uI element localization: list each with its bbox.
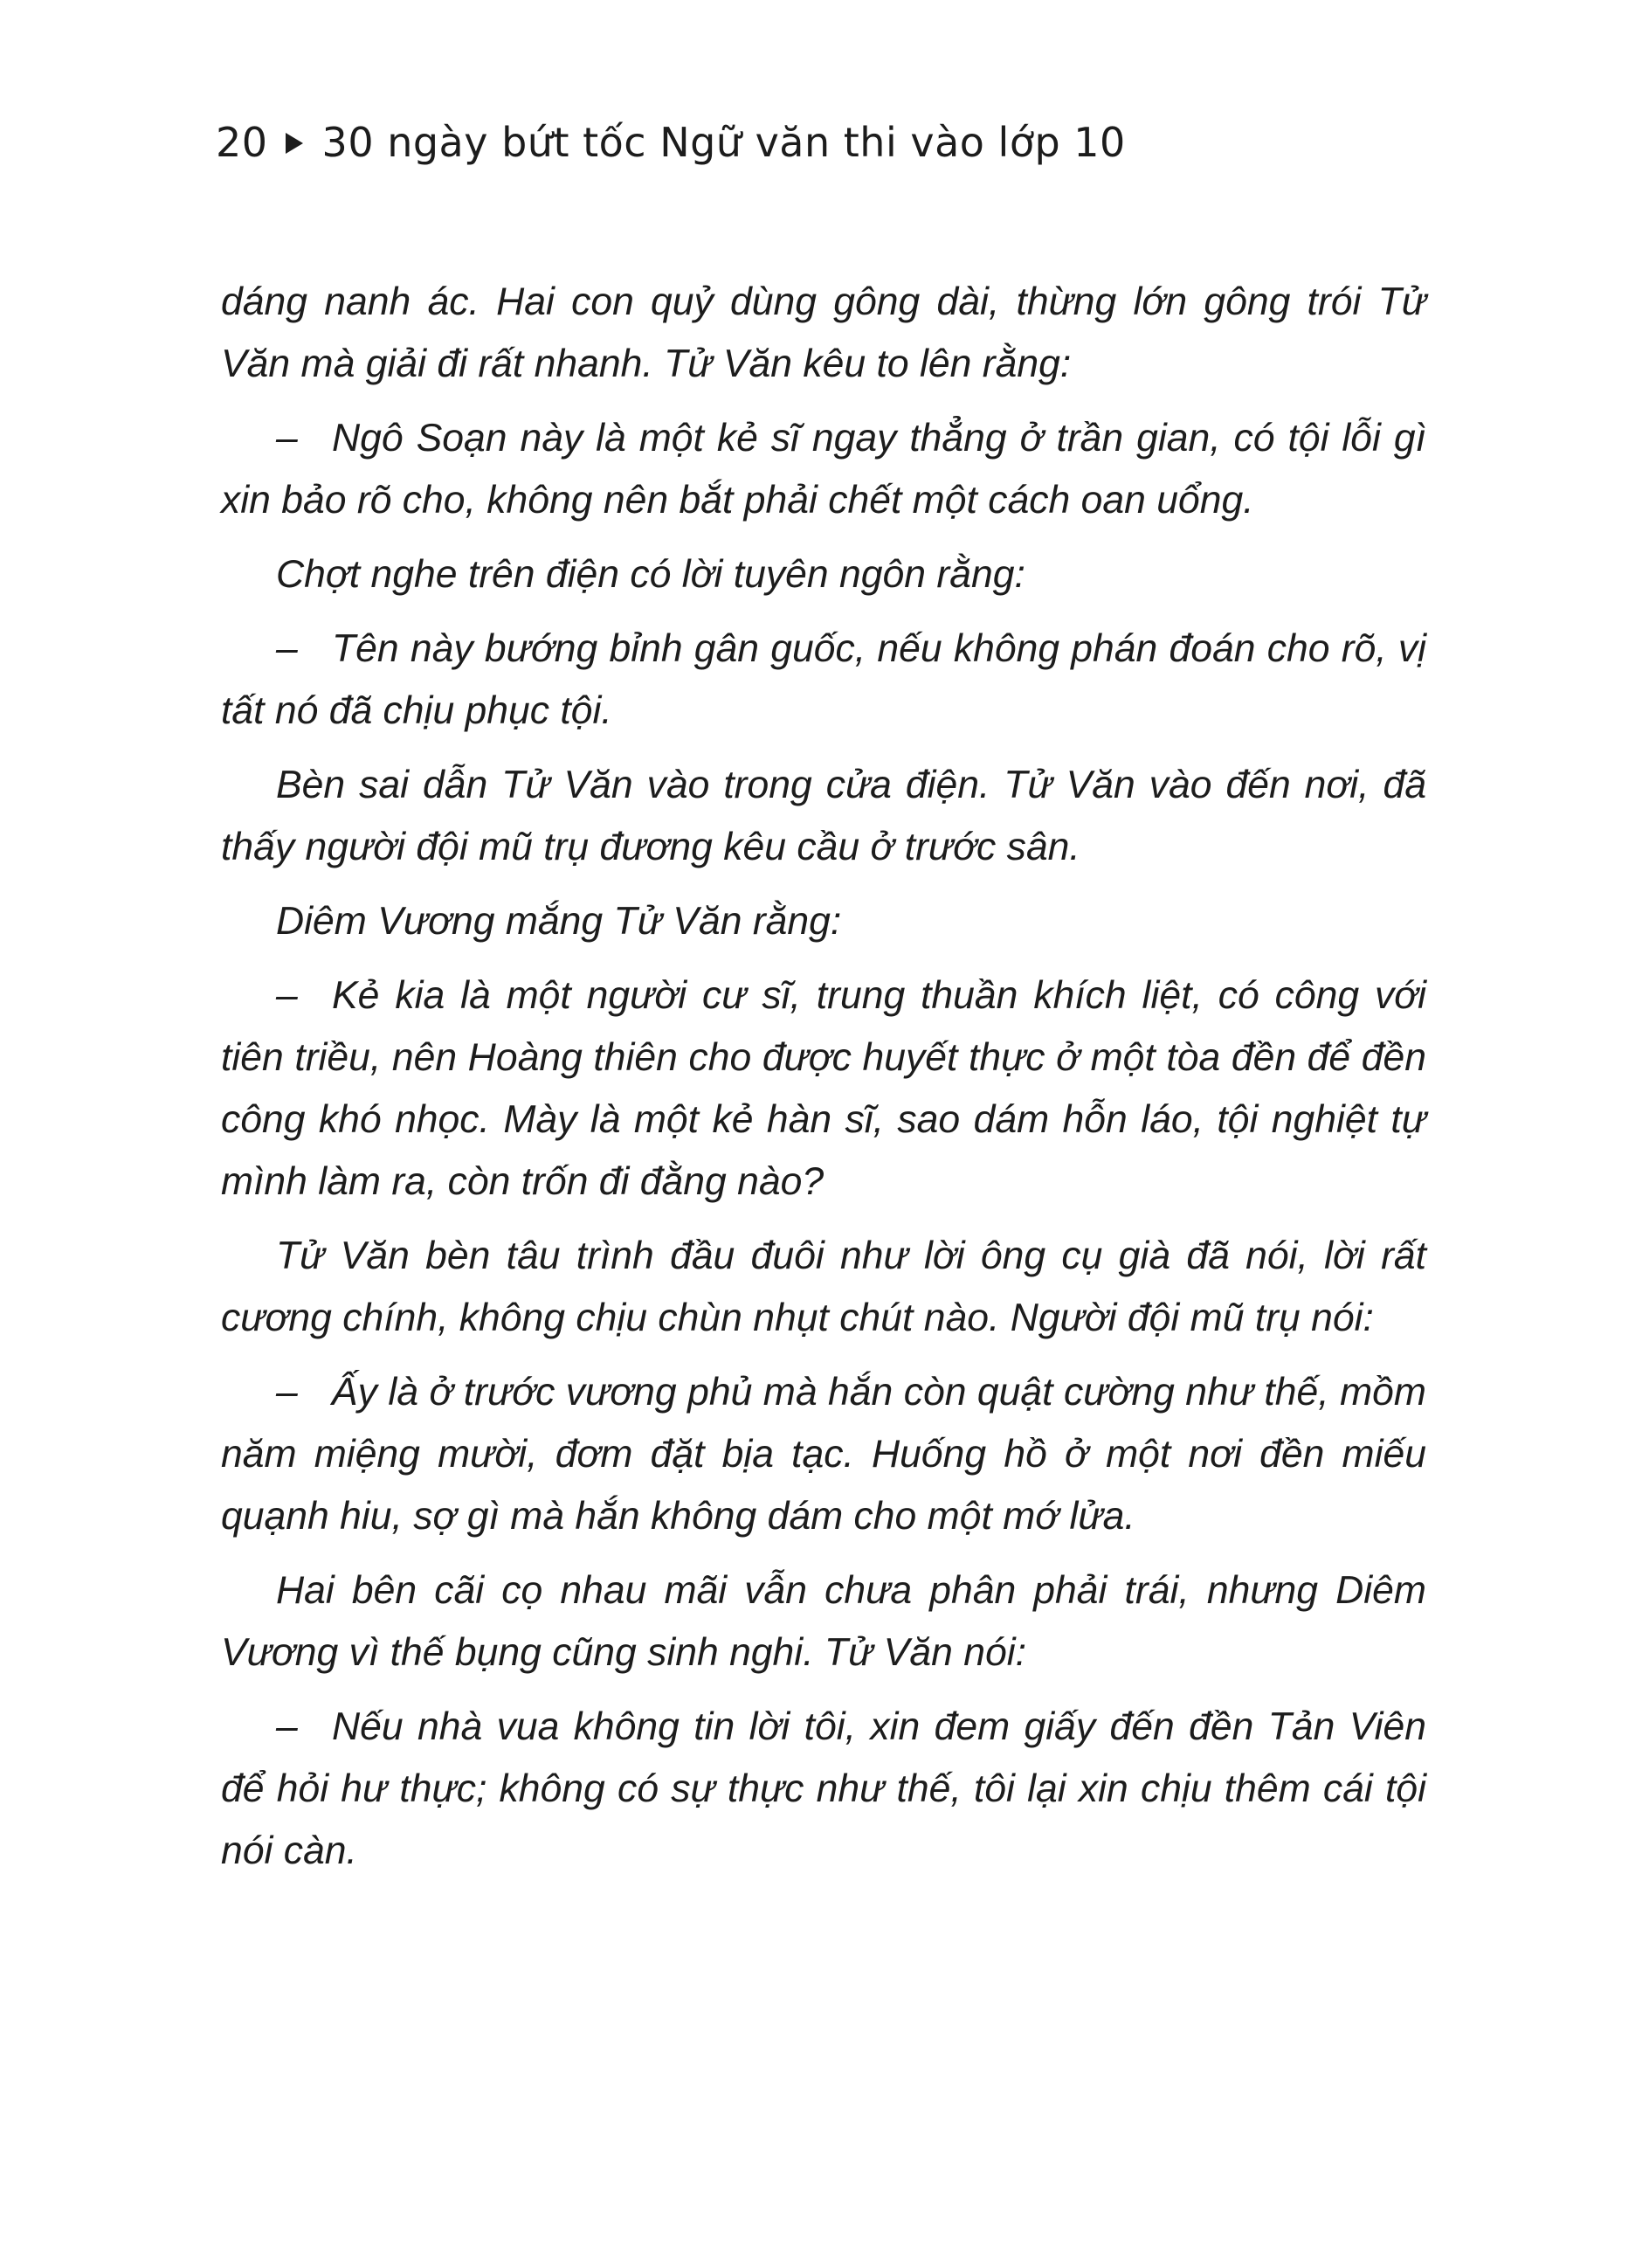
dialogue-dash: – xyxy=(276,1371,298,1414)
paragraph: Diêm Vương mắng Tử Văn rằng: xyxy=(276,900,842,943)
paragraph: Chợt nghe trên điện có lời tuyên ngôn rằng: xyxy=(276,553,1025,596)
paragraph: dáng nanh ác. Hai con quỷ dùng gông dài, thừng lớn gông trói Tử Văn mà giải đi rất nhanh. Tử Văn kêu to lên rằng: xyxy=(221,280,1426,385)
dialogue-paragraph: – Nếu nhà vua không tin lời tôi, xin đem giấy đến đền Tản Viên để hỏi hư thực; không có sự thực như thế, tôi lại xin chịu thêm cái tội nói càn. xyxy=(221,1696,1426,1882)
dialogue-paragraph: – Tên này bướng bỉnh gân guốc, nếu không phán đoán cho rõ, vị tất nó đã chịu phục tội. xyxy=(221,618,1426,742)
page-number: 20 xyxy=(216,119,268,166)
dialogue-paragraph: – Kẻ kia là một người cư sĩ, trung thuần khích liệt, có công với tiên triều, nên Hoàng thiên cho được huyết thực ở một tòa đền để đền công khó nhọc. Mày là một kẻ hàn sĩ, sao dám hỗn láo, tội nghiệt tự mình làm ra, còn trốn đi đằng nào? xyxy=(221,965,1426,1213)
triangle-right-icon xyxy=(286,133,303,154)
dialogue-dash: – xyxy=(276,974,298,1017)
dialogue-paragraph: – Ngô Soạn này là một kẻ sĩ ngay thẳng ở trần gian, có tội lỗi gì xin bảo rõ cho, không nên bắt phải chết một cách oan uổng. xyxy=(221,407,1426,531)
paragraph: Tử Văn bèn tâu trình đầu đuôi như lời ông cụ già đã nói, lời rất cương chính, không chịu chùn nhụt chút nào. Người đội mũ trụ nói: xyxy=(221,1234,1426,1339)
dialogue-dash: – xyxy=(276,417,298,460)
dialogue-dash: – xyxy=(276,1705,298,1748)
paragraph: Hai bên cãi cọ nhau mãi vẫn chưa phân phải trái, nhưng Diêm Vương vì thế bụng cũng sinh nghi. Tử Văn nói: xyxy=(221,1569,1426,1674)
page-header xyxy=(216,112,1126,173)
dialogue-paragraph: – Ấy là ở trước vương phủ mà hắn còn quật cường như thế, mồm năm miệng mười, đơm đặt bịa tạc. Huống hồ ở một nơi đền miếu quạnh hiu, sợ gì mà hắn không dám cho một mớ lửa. xyxy=(221,1361,1426,1547)
book-title: 30 ngày bứt tốc Ngữ văn thi vào lớp 10 xyxy=(321,119,1126,166)
dialogue-dash: – xyxy=(276,627,298,670)
paragraph: Bèn sai dẫn Tử Văn vào trong cửa điện. Tử Văn vào đến nơi, đã thấy người đội mũ trụ đương kêu cầu ở trước sân. xyxy=(221,764,1426,868)
page-body xyxy=(221,271,1426,1894)
